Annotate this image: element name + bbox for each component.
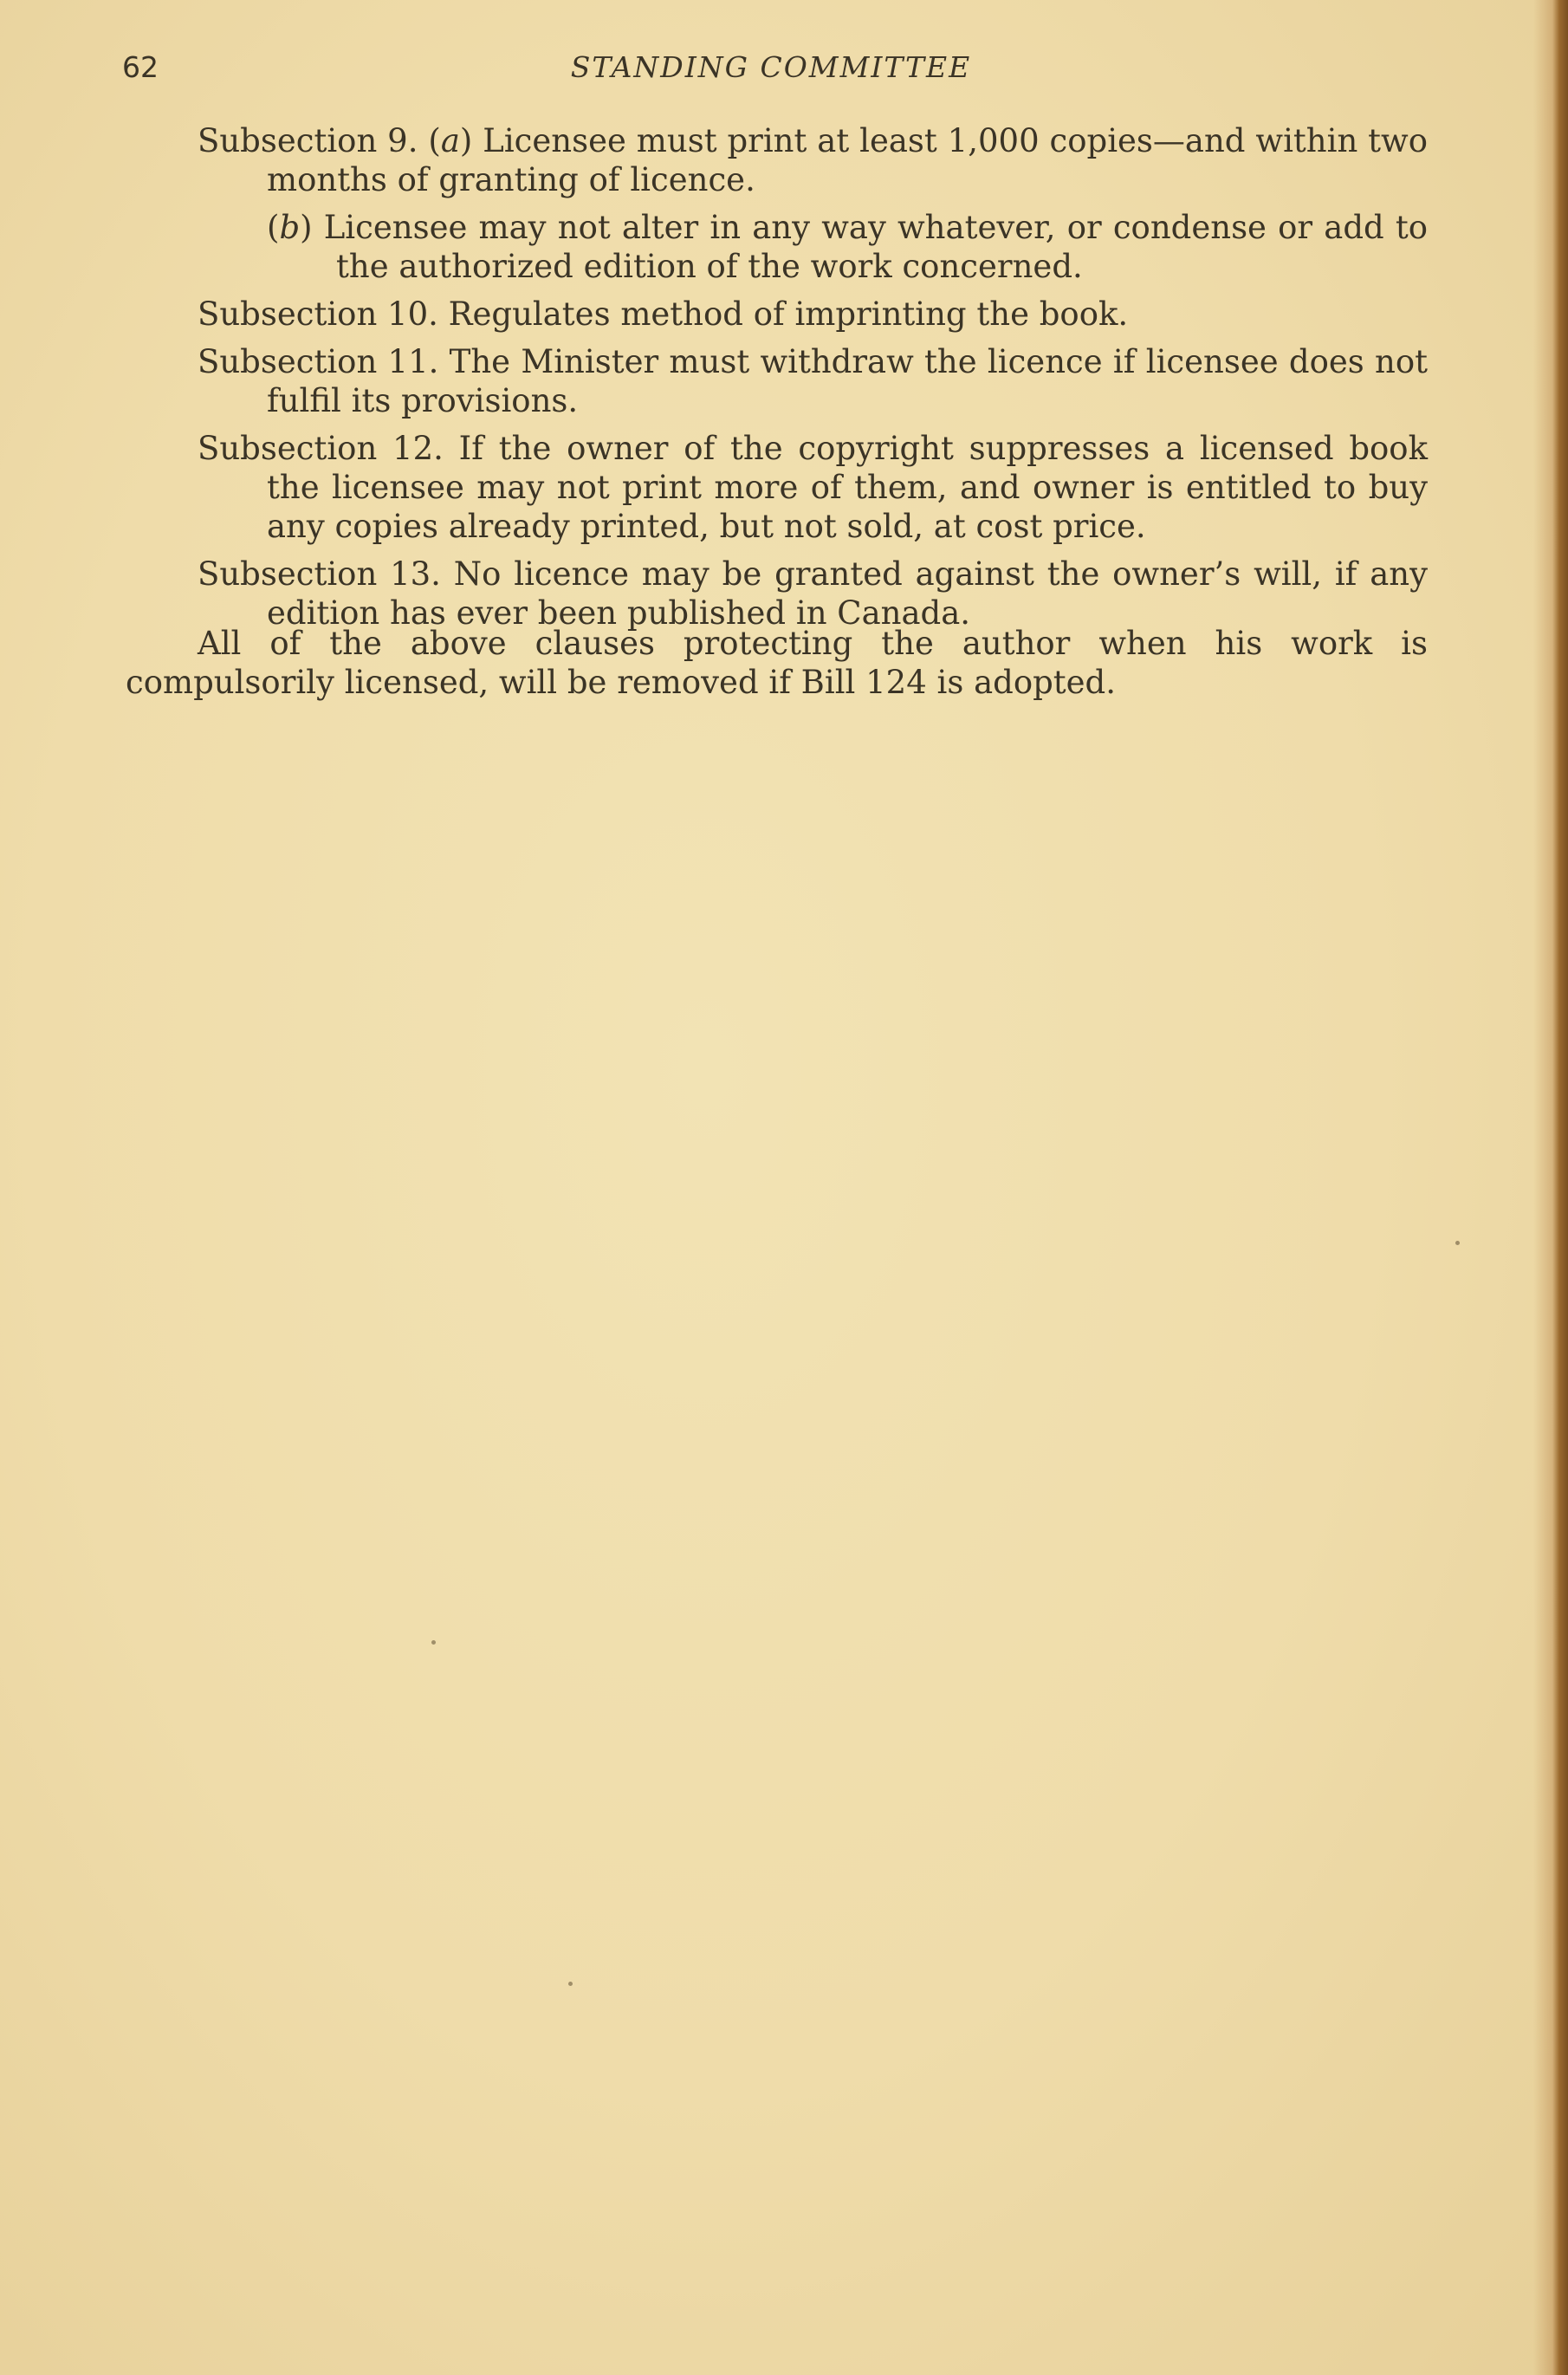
clause-letter: b	[279, 209, 301, 246]
paper-speck	[431, 1640, 436, 1645]
page-header	[0, 50, 1568, 90]
clause-subsection-9a	[198, 121, 1428, 199]
page-edge	[1533, 0, 1568, 2375]
running-head: STANDING COMMITTEE	[570, 50, 972, 84]
clause-subsection-11: Subsection 11. The Minister must withdraw the licence if licensee does not fulfil its provisions.	[198, 343, 1428, 419]
clause-text: ) Licensee may not alter in any way whatever, or condense or add to the authorized edition of the work concerned.	[300, 209, 1428, 285]
clause-list	[198, 121, 1428, 641]
clause-subsection-13: Subsection 13. No licence may be granted against the owner’s will, if any edition has ever been published in Canada.	[198, 555, 1428, 632]
clause-subsection-10: Subsection 10. Regulates method of imprinting the book.	[198, 295, 1129, 333]
clause-lead: Subsection 9. (	[198, 122, 441, 159]
clause-text: ) Licensee must print at least 1,000 copies—and within two months of granting of licence.	[267, 122, 1428, 198]
clause-lead: (	[267, 209, 280, 246]
paper-speck	[1455, 1241, 1460, 1245]
clause-letter: a	[440, 122, 460, 159]
page-number: 62	[122, 50, 159, 84]
clause-subsection-9b	[198, 208, 1428, 286]
paper-speck	[568, 1982, 573, 1986]
clause-subsection-12: Subsection 12. If the owner of the copyright suppresses a licensed book the licensee may not print more of them, and owner is entitled to buy any copies already printed, but not sold, at cost price.	[198, 430, 1428, 545]
closing-paragraph: All of the above clauses protecting the author when his work is compulsorily licensed, will be removed if Bill 124 is adopted.	[126, 625, 1428, 701]
